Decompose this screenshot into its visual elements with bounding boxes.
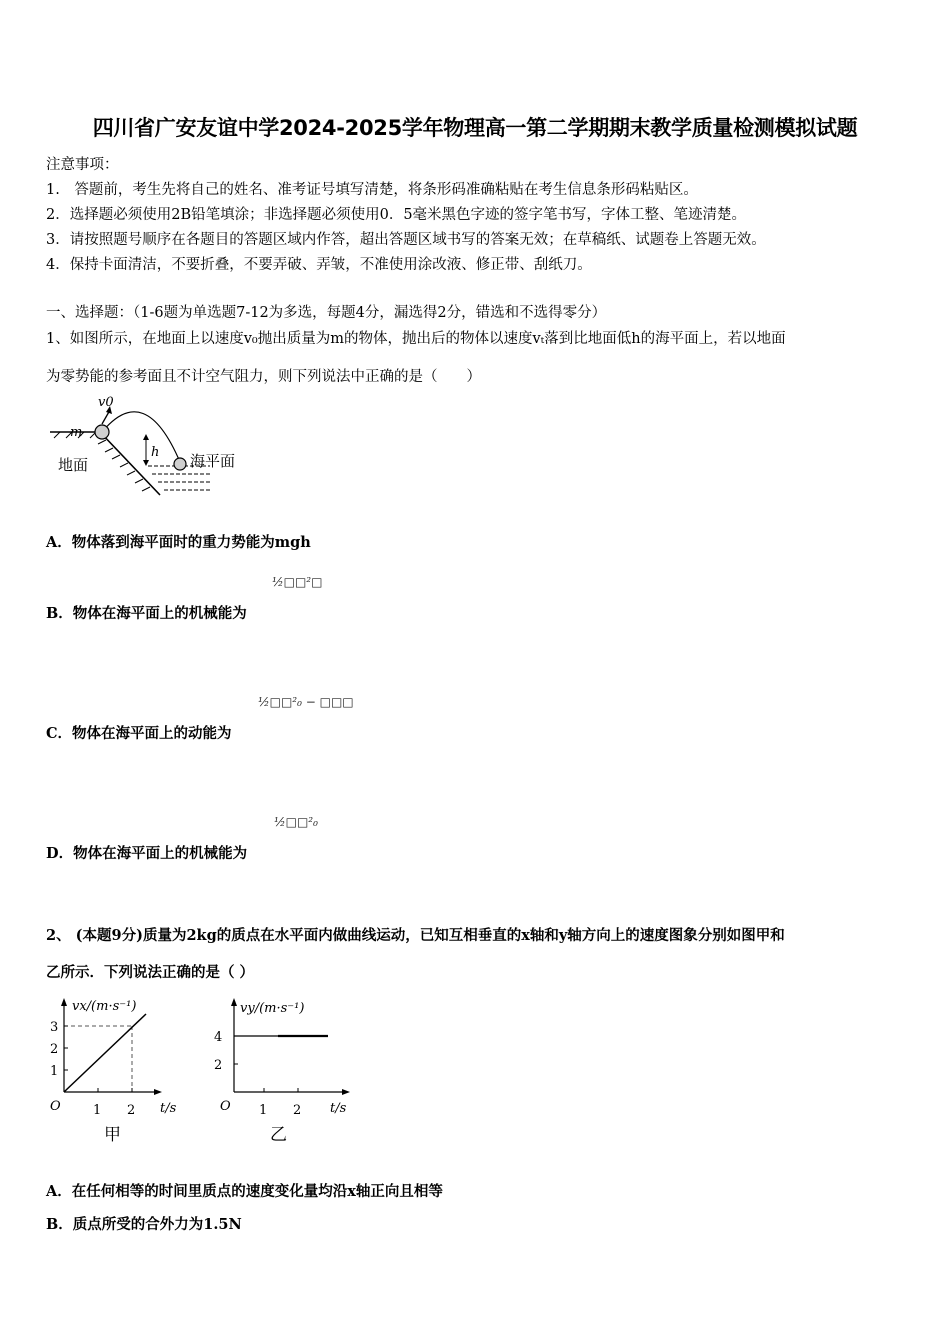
yi-origin: O: [220, 1099, 231, 1114]
jia-ytick-1: 1: [50, 1064, 59, 1079]
jia-ylabel: vx/(m·s⁻¹): [72, 999, 137, 1014]
notice-heading: 注意事项：: [46, 157, 119, 173]
q1-label-m: m: [70, 425, 83, 440]
yi-caption: 乙: [270, 1125, 287, 1145]
jia-xtick-1: 1: [93, 1103, 102, 1118]
section-heading: 一、选择题：（1-6题为单选题7-12为多选，每题4分，漏选得2分，错选和不选得零分）: [46, 305, 607, 321]
jia-xtick-2: 2: [127, 1103, 136, 1118]
q2-chart-jia: [40, 992, 190, 1147]
q1-stem-line1: 1、如图所示，在地面上以速度v₀抛出质量为m的物体，抛出后的物体以速度vₜ落到比地面低h的海平面上，若以地面: [46, 331, 786, 347]
yi-xlabel: t/s: [330, 1101, 347, 1116]
q1-option-b-formula: ½□□²□: [272, 575, 323, 589]
q2-stem-line1: 2、 (本题9分)质量为2kg的质点在水平面内做曲线运动，已知互相垂直的x轴和y轴方向上的速度图象分别如图甲和: [46, 927, 785, 944]
yi-ytick-2: 2: [214, 1058, 223, 1073]
q1-label-v0: v0: [98, 395, 114, 410]
q1-option-d-formula: ½□□²₀: [274, 815, 318, 829]
yi-xtick-2: 2: [293, 1103, 302, 1118]
jia-series-line: [64, 1014, 146, 1092]
q1-label-ground: 地面: [58, 456, 89, 474]
notice-item-2: 2．选择题必须使用2B铅笔填涂；非选择题必须使用0．5毫米黑色字迹的签字笔书写，字体工整、笔迹清楚。: [46, 207, 747, 223]
yi-ylabel: vy/(m·s⁻¹): [240, 1001, 305, 1016]
jia-xlabel: t/s: [160, 1101, 177, 1116]
page-title: 四川省广安友谊中学2024-2025学年物理高一第二学期期末教学质量检测模拟试题: [92, 116, 858, 140]
jia-ytick-3: 3: [50, 1020, 59, 1035]
notice-item-1: 1. 答题前，考生先将自己的姓名、准考证号填写清楚，将条形码准确粘贴在考生信息条形码粘贴区。: [46, 182, 698, 198]
jia-origin: O: [50, 1099, 61, 1114]
q2-option-b: B．质点所受的合外力为1.5N: [46, 1216, 242, 1233]
q1-option-c: C．物体在海平面上的动能为: [46, 725, 232, 742]
q2-stem-line2: 乙所示．下列说法正确的是（ ）: [46, 964, 255, 981]
q1-option-b: B．物体在海平面上的机械能为: [46, 605, 247, 622]
q1-stem-line2: 为零势能的参考面且不计空气阻力，则下列说法中正确的是（ ）: [46, 369, 481, 385]
yi-ytick-4: 4: [214, 1030, 223, 1045]
q1-label-h: h: [151, 445, 160, 460]
q1-option-d: D．物体在海平面上的机械能为: [46, 845, 248, 862]
q2-option-a: A．在任何相等的时间里质点的速度变化量均沿x轴正向且相等: [46, 1183, 443, 1200]
notice-item-3: 3．请按照题号顺序在各题目的答题区域内作答，超出答题区域书写的答案无效；在草稿纸、试题卷上答题无效。: [46, 232, 766, 248]
yi-xtick-1: 1: [259, 1103, 268, 1118]
q1-figure: [40, 390, 250, 505]
q1-option-c-formula: ½□□²₀ − □□□: [258, 695, 354, 709]
jia-caption: 甲: [104, 1125, 121, 1145]
q1-option-a: A．物体落到海平面时的重力势能为mgh: [46, 534, 311, 551]
notice-item-4: 4．保持卡面清洁，不要折叠，不要弄破、弄皱，不准使用涂改液、修正带、刮纸刀。: [46, 257, 592, 273]
q2-chart-yi: [208, 992, 363, 1147]
jia-ytick-2: 2: [50, 1042, 59, 1057]
q1-label-sea: 海平面: [190, 452, 236, 470]
